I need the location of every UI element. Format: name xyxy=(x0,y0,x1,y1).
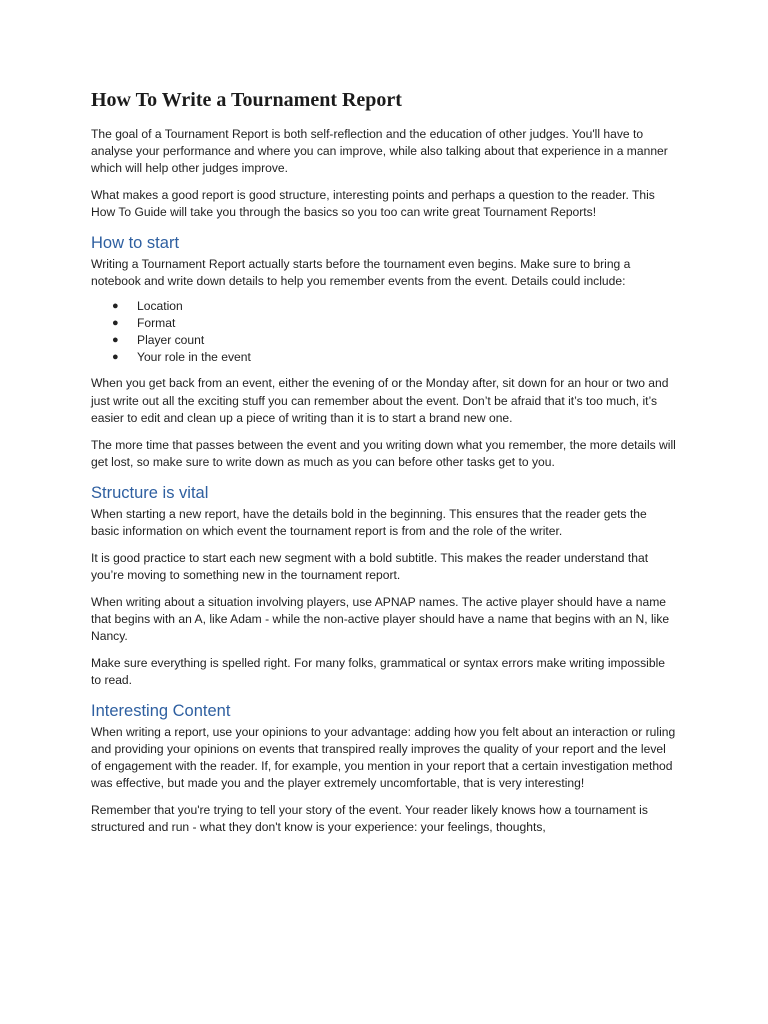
list-item xyxy=(91,298,677,315)
section-heading-interesting-content: Interesting Content xyxy=(91,701,231,720)
section-paragraph: Make sure everything is spelled right. For many folks, grammatical or syntax errors make writing impossible to read. xyxy=(91,655,665,688)
list-item-label: Your role in the event xyxy=(137,350,251,365)
intro-paragraph: The goal of a Tournament Report is both self-reflection and the education of other judges. You'll have to analyse your performance and where you can improve, while also talking about that experience in a manner which will help other judges improve. xyxy=(91,127,668,176)
list-item-label: Location xyxy=(137,298,183,313)
section-paragraph: It is good practice to start each new segment with a bold subtitle. This makes the reader understand that you’re moving to something new in the tournament report. xyxy=(91,550,649,582)
section-heading-structure-is-vital: Structure is vital xyxy=(91,483,209,502)
bullet-icon: ● xyxy=(112,351,119,364)
section-paragraph: Remember that you're trying to tell your story of the event. Your reader likely knows how a tournament is structured and run - what they don't know is your experience: your feelings, thoughts, xyxy=(91,803,648,835)
section-paragraph: When writing a report, use your opinions to your advantage: adding how you felt about an interaction or ruling and providing your opinions on events that transpired really improves the quality of your report and the level of engagement with the reader. If, for example, you mention in your report that a certain investigation method was effective, but made you and the player extremely uncomfortable, that is very interesting! xyxy=(91,724,676,791)
section-heading-how-to-start: How to start xyxy=(91,234,180,253)
document-title: How To Write a Tournament Report xyxy=(91,89,402,111)
details-bullet-list xyxy=(91,298,677,367)
document-page xyxy=(91,86,677,846)
list-item xyxy=(91,332,677,349)
section-paragraph: When starting a new report, have the details bold in the beginning. This ensures that the reader gets the basic information on which event the tournament report is from and the role of the writer. xyxy=(91,506,647,538)
list-item xyxy=(91,315,677,332)
bullet-icon: ● xyxy=(112,299,119,312)
section-paragraph: When writing about a situation involving players, use APNAP names. The active player should have a name that begins with an A, like Adam - while the non-active player should have a name that begins with an N, like Nancy. xyxy=(91,594,670,644)
list-item xyxy=(91,349,677,366)
section-paragraph: The more time that passes between the event and you writing down what you remember, the more details will get lost, so make sure to write down as much as you can before other tasks get to you. xyxy=(91,437,676,469)
bullet-icon: ● xyxy=(112,334,119,347)
intro-paragraph: What makes a good report is good structure, interesting points and perhaps a question to the reader. This How To Guide will take you through the basics so you too can write great Tournament Reports! xyxy=(91,188,655,220)
bullet-icon: ● xyxy=(112,316,119,329)
section-paragraph: When you get back from an event, either the evening of or the Monday after, sit down for an hour or two and just write out all the exciting stuff you can remember about the event. Don’t be afraid that it’s too much, it’s easier to edit and clean up a piece of writing than it is to start a brand new one. xyxy=(91,376,669,425)
list-item-label: Format xyxy=(137,315,176,330)
list-item-label: Player count xyxy=(137,333,205,348)
section-paragraph: Writing a Tournament Report actually starts before the tournament even begins. Make sure to bring a notebook and write down details to help you remember events from the event. Details could include: xyxy=(91,257,631,289)
